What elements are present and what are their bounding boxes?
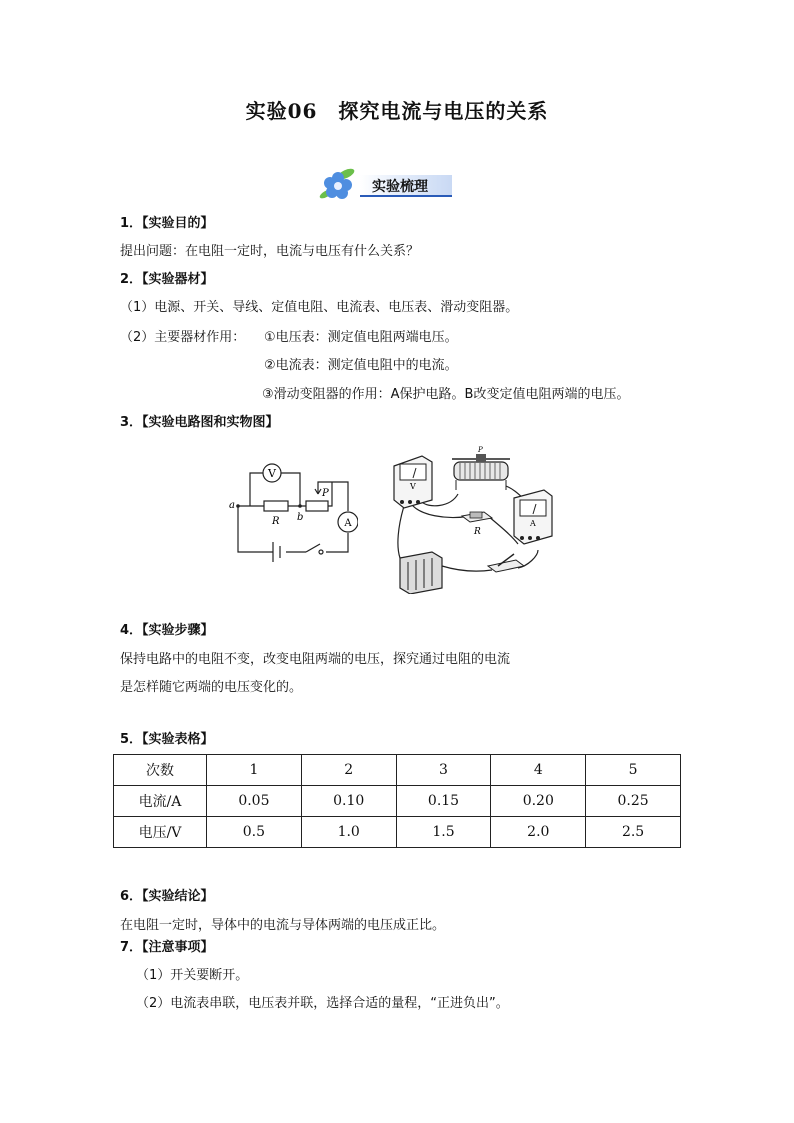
purpose-text: 提出问题：在电阻一定时，电流与电压有什么关系？ [120, 244, 420, 259]
label-a: A [344, 518, 352, 529]
table-cell: 1.0 [301, 817, 396, 848]
table-cell: 0.5 [207, 817, 302, 848]
table-header-cell: 3 [396, 755, 491, 786]
table-cell: 0.20 [491, 786, 586, 817]
conclusion-text: 在电阻一定时，导体中的电流与导体两端的电压成正比。 [120, 918, 446, 933]
banner-label: 实验梳理 [372, 179, 428, 195]
page-title: 实验06 探究电流与电压的关系 [245, 99, 549, 123]
heading-circuit: 3．【实验电路图和实物图】 [120, 415, 279, 430]
table-cell: 电流/A [114, 786, 207, 817]
table-cell: 0.15 [396, 786, 491, 817]
table-cell: 0.10 [301, 786, 396, 817]
note-2: （2）电流表串联，电压表并联，选择合适的量程，“正进负出”。 [136, 996, 509, 1011]
circuit-diagram [228, 458, 358, 570]
table-row-voltage [114, 817, 681, 848]
table-row-current [114, 786, 681, 817]
heading-table: 5．【实验表格】 [120, 732, 214, 747]
role-rheostat: ③滑动变阻器的作用：A保护电路。B改变定值电阻两端的电压。 [262, 387, 630, 402]
device-label-p: P [478, 446, 483, 454]
procedure-line-2: 是怎样随它两端的电压变化的。 [120, 680, 303, 695]
resistor-r [264, 501, 288, 511]
table-header-cell: 2 [301, 755, 396, 786]
label-node-a: a [229, 500, 235, 511]
flower-icon [318, 168, 358, 200]
role-voltmeter: ①电压表：测定值电阻两端电压。 [264, 330, 458, 345]
heading-purpose: 1．【实验目的】 [120, 216, 214, 231]
heading-notes: 7．【注意事项】 [120, 940, 214, 955]
note-1: （1）开关要断开。 [136, 968, 249, 983]
table-cell: 2.0 [491, 817, 586, 848]
table-header-cell: 5 [586, 755, 681, 786]
heading-conclusion: 6．【实验结论】 [120, 889, 214, 904]
heading-procedure: 4．【实验步骤】 [120, 623, 214, 638]
apparatus-photo [388, 446, 558, 594]
heading-equipment: 2．【实验器材】 [120, 272, 214, 287]
rheostat [306, 501, 328, 511]
procedure-line-1: 保持电路中的电阻不变，改变电阻两端的电压，探究通过电阻的电流 [120, 652, 511, 667]
table-cell: 0.25 [586, 786, 681, 817]
label-p: P [322, 488, 329, 499]
label-r: R [272, 516, 280, 527]
section-banner [318, 168, 458, 200]
switch-device [488, 554, 524, 572]
ammeter-device [514, 490, 552, 544]
voltmeter-device [394, 456, 432, 508]
battery-device [400, 552, 442, 594]
label-v: V [268, 467, 276, 480]
table-header-cell: 1 [207, 755, 302, 786]
table-cell: 1.5 [396, 817, 491, 848]
data-table [113, 754, 681, 848]
equipment-list: （1）电源、开关、导线、定值电阻、电流表、电压表、滑动变阻器。 [120, 300, 519, 315]
table-cell: 电压/V [114, 817, 207, 848]
table-cell: 0.05 [207, 786, 302, 817]
resistor-device [462, 512, 492, 537]
device-label-r: R [474, 527, 481, 537]
device-label-v: V [410, 482, 416, 491]
rheostat-device [452, 446, 510, 490]
device-label-a: A [530, 519, 536, 528]
role-ammeter: ②电流表：测定值电阻中的电流。 [264, 358, 458, 373]
equipment-roles-prefix: （2）主要器材作用： [120, 330, 246, 345]
label-node-b: b [297, 512, 304, 523]
table-header-cell: 4 [491, 755, 586, 786]
table-cell: 2.5 [586, 817, 681, 848]
table-header-row [114, 755, 681, 786]
table-header-cell: 次数 [114, 755, 207, 786]
